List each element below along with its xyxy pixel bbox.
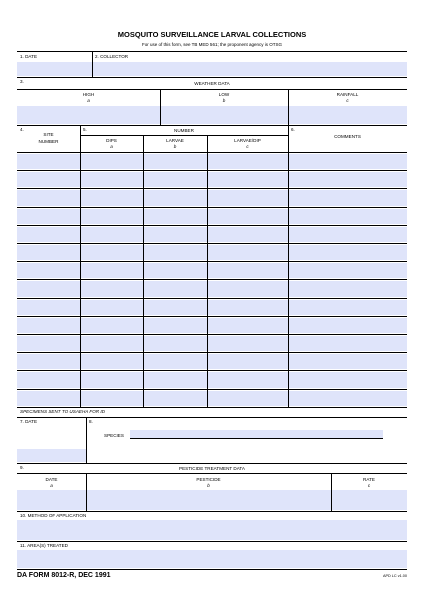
weather-num: 3. (20, 79, 24, 84)
dips-cell[interactable] (81, 263, 143, 278)
low-label: LOW (218, 92, 230, 97)
comments-num: 6. (291, 127, 295, 132)
divider (80, 125, 81, 407)
comments-cell[interactable] (289, 172, 407, 187)
larvae-per-dip-cell[interactable] (208, 391, 288, 406)
comments-cell[interactable] (289, 281, 407, 296)
dips-cell[interactable] (81, 391, 143, 406)
rainfall-sub: c (346, 98, 349, 103)
dips-sub: a (110, 144, 113, 149)
spec-8-num: 8. (89, 419, 93, 424)
form-subtitle: For use of this form, see TB MED 561; the proponent agency is OTSG (142, 42, 282, 47)
divider (288, 125, 289, 407)
table-row (17, 207, 407, 208)
larvae-cell[interactable] (144, 300, 207, 315)
site-number-cell[interactable] (17, 281, 80, 296)
dips-cell[interactable] (81, 209, 143, 224)
method-label: 10. METHOD OF APPLICATION (20, 513, 87, 518)
p-date-label: DATE (45, 477, 58, 482)
area-field[interactable] (17, 550, 407, 568)
number-label: NUMBER (174, 128, 194, 133)
area-label: 11. AREA(S) TREATED (20, 543, 68, 548)
pesticide-rate-field[interactable] (332, 490, 407, 510)
divider (17, 407, 407, 408)
dips-cell[interactable] (81, 281, 143, 296)
table-row (17, 225, 407, 226)
larvae-cell[interactable] (144, 154, 207, 169)
dips-cell[interactable] (81, 172, 143, 187)
table-row (17, 389, 407, 390)
divider (86, 417, 87, 463)
p-pesticide-sub: b (207, 483, 210, 488)
larvae-label: LARVAE (166, 138, 184, 143)
divider (17, 463, 407, 464)
footer-form-number: DA FORM 8012-R, DEC 1991 (17, 572, 111, 579)
footer-version: APD LC v1.00 (382, 574, 407, 578)
collector-field[interactable] (93, 62, 407, 76)
comments-cell[interactable] (289, 336, 407, 351)
larvae-per-dip-cell[interactable] (208, 172, 288, 187)
larvae-per-dip-cell[interactable] (208, 190, 288, 205)
divider (17, 541, 407, 542)
dips-cell[interactable] (81, 154, 143, 169)
comments-cell[interactable] (289, 209, 407, 224)
site-number-cell[interactable] (17, 190, 80, 205)
p-date-sub: a (50, 483, 53, 488)
form-title: MOSQUITO SURVEILLANCE LARVAL COLLECTIONS (117, 30, 307, 39)
pesticide-label: PESTICIDE TREATMENT DATA (179, 466, 245, 471)
comments-label: COMMENTS (334, 134, 361, 139)
table-row (17, 298, 407, 299)
larvae-per-dip-cell[interactable] (208, 227, 288, 242)
dips-cell[interactable] (81, 354, 143, 369)
divider (17, 417, 407, 418)
dips-cell[interactable] (81, 227, 143, 242)
site-label-2: NUMBER (38, 139, 59, 144)
high-label: HIGH (82, 92, 95, 97)
divider (207, 135, 208, 407)
site-num: 4. (20, 127, 24, 132)
divider (17, 569, 407, 570)
dips-cell[interactable] (81, 190, 143, 205)
comments-cell[interactable] (289, 300, 407, 315)
larvae-per-dip-cell[interactable] (208, 209, 288, 224)
site-number-cell[interactable] (17, 172, 80, 187)
comments-cell[interactable] (289, 372, 407, 387)
site-number-cell[interactable] (17, 245, 80, 260)
species-label: SPECIES (104, 433, 124, 438)
larvae-per-dip-cell[interactable] (208, 372, 288, 387)
larvae-cell[interactable] (144, 172, 207, 187)
dips-cell[interactable] (81, 318, 143, 333)
larvae-per-dip-cell[interactable] (208, 336, 288, 351)
comments-cell[interactable] (289, 190, 407, 205)
larvae-cell[interactable] (144, 391, 207, 406)
site-label-1: SITE (43, 132, 54, 137)
specimens-label: SPECIMENS SENT TO USAEHA FOR ID (20, 409, 105, 414)
site-number-cell[interactable] (17, 300, 80, 315)
comments-cell[interactable] (289, 245, 407, 260)
larvae-per-dip-cell[interactable] (208, 318, 288, 333)
p-rate-sub: c (367, 483, 371, 488)
site-number-cell[interactable] (17, 354, 80, 369)
divider (17, 89, 407, 90)
dips-cell[interactable] (81, 336, 143, 351)
site-number-cell[interactable] (17, 263, 80, 278)
comments-cell[interactable] (289, 154, 407, 169)
high-field[interactable] (17, 106, 160, 124)
larvae-per-dip-cell[interactable] (208, 281, 288, 296)
larvae-cell[interactable] (144, 245, 207, 260)
table-row (17, 334, 407, 335)
p-pesticide-label: PESTICIDE (196, 477, 221, 482)
comments-cell[interactable] (289, 263, 407, 278)
dips-label: DIPS (106, 138, 117, 143)
table-row (17, 152, 407, 153)
larvae-sub: b (173, 144, 177, 149)
larvae-cell[interactable] (144, 263, 207, 278)
comments-cell[interactable] (289, 227, 407, 242)
divider (80, 135, 288, 136)
table-row (17, 243, 407, 244)
site-number-cell[interactable] (17, 336, 80, 351)
larvae-per-dip-cell[interactable] (208, 300, 288, 315)
site-number-cell[interactable] (17, 391, 80, 406)
date-label: 1. DATE (20, 54, 38, 59)
dips-cell[interactable] (81, 300, 143, 315)
p-rate-label: RATE (363, 477, 375, 482)
divider (17, 77, 407, 78)
method-field[interactable] (17, 520, 407, 540)
larvae-cell[interactable] (144, 190, 207, 205)
table-row (17, 188, 407, 189)
species-field[interactable] (130, 430, 383, 439)
table-row (17, 261, 407, 262)
rainfall-field[interactable] (289, 106, 407, 124)
pesticide-date-field[interactable] (17, 490, 86, 510)
larvae-cell[interactable] (144, 336, 207, 351)
divider (17, 511, 407, 512)
table-row (17, 170, 407, 171)
larvae-cell[interactable] (144, 227, 207, 242)
spec-date-label: 7. DATE (20, 419, 38, 424)
larvae-cell[interactable] (144, 354, 207, 369)
comments-cell[interactable] (289, 391, 407, 406)
table-row (17, 352, 407, 353)
table-row (17, 316, 407, 317)
larvae-cell[interactable] (144, 281, 207, 296)
divider (17, 125, 407, 126)
larvae-cell[interactable] (144, 209, 207, 224)
site-number-cell[interactable] (17, 209, 80, 224)
high-sub: a (87, 98, 90, 103)
larvae-per-dip-cell[interactable] (208, 354, 288, 369)
site-number-cell[interactable] (17, 227, 80, 242)
low-field[interactable] (161, 106, 288, 124)
weather-label: WEATHER DATA (194, 81, 230, 86)
dips-cell[interactable] (81, 372, 143, 387)
larvae-dip-label: LARVAE/DIP (234, 138, 261, 143)
pesticide-name-field[interactable] (87, 490, 331, 510)
divider (17, 473, 407, 474)
low-sub: b (222, 98, 226, 103)
comments-cell[interactable] (289, 318, 407, 333)
collector-label: 2. COLLECTOR (95, 54, 129, 59)
pesticide-num: 9. (20, 465, 24, 470)
site-number-cell[interactable] (17, 372, 80, 387)
specimen-date-field[interactable] (17, 449, 86, 462)
larvae-cell[interactable] (144, 318, 207, 333)
site-number-cell[interactable] (17, 154, 80, 169)
rainfall-label: RAINFALL (336, 92, 359, 97)
number-num: 5. (83, 127, 87, 132)
larvae-cell[interactable] (144, 372, 207, 387)
table-row (17, 279, 407, 280)
larvae-per-dip-cell[interactable] (208, 245, 288, 260)
larvae-dip-sub: c (246, 144, 249, 149)
dips-cell[interactable] (81, 245, 143, 260)
table-row (17, 370, 407, 371)
larvae-per-dip-cell[interactable] (208, 154, 288, 169)
date-field[interactable] (17, 62, 92, 76)
site-number-cell[interactable] (17, 318, 80, 333)
larvae-per-dip-cell[interactable] (208, 263, 288, 278)
divider (17, 51, 407, 52)
comments-cell[interactable] (289, 354, 407, 369)
divider (143, 135, 144, 407)
